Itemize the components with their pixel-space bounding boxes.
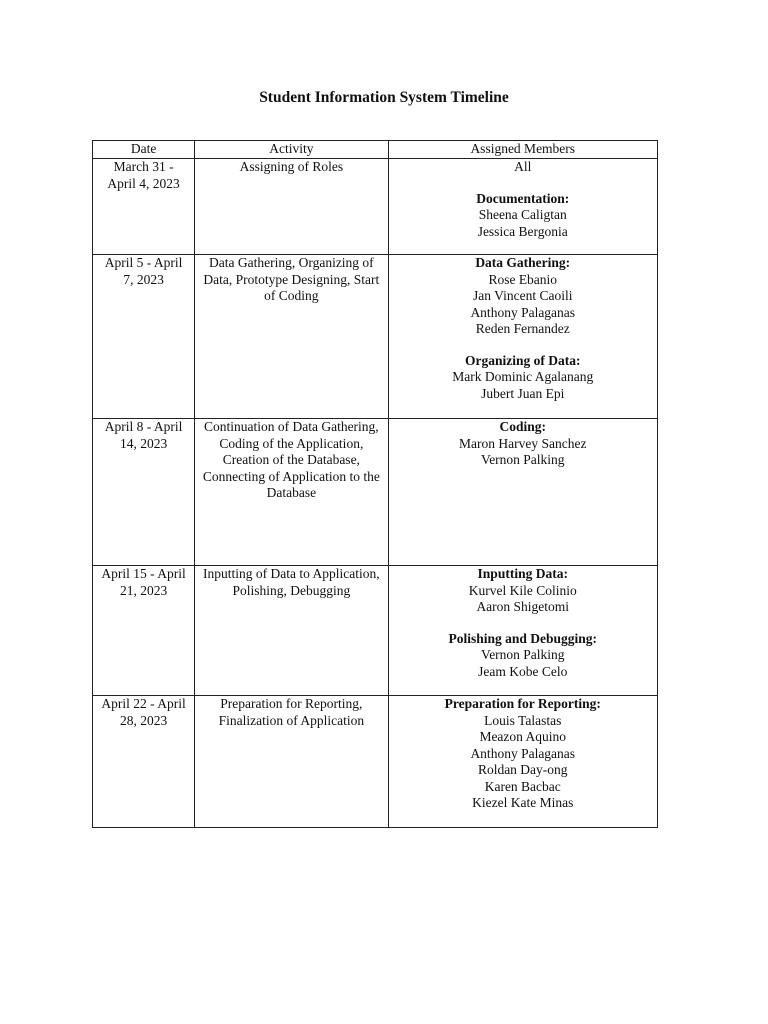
member-name: Maron Harvey Sanchez: [459, 435, 587, 451]
members-cell: [388, 159, 658, 255]
member-name: Sheena Caligtan: [478, 207, 567, 222]
member-group: [395, 419, 652, 469]
activity-cell: Data Gathering, Organizing of Data, Prototype Designing, Start of Coding: [195, 255, 388, 419]
member-name: Jessica Bergonia: [477, 223, 568, 239]
activity-cell: Continuation of Data Gathering, Coding of the Application, Creation of the Database, Connecting of Application to the Database: [195, 419, 388, 566]
date-cell: April 15 - April 21, 2023: [93, 566, 195, 696]
date-cell: March 31 - April 4, 2023: [93, 159, 195, 255]
member-group: [395, 353, 652, 403]
activity-cell: Inputting of Data to Application, Polishing, Debugging: [195, 566, 388, 696]
page-title: Student Information System Timeline: [259, 89, 509, 106]
member-name: Roldan Day-ong: [477, 762, 568, 777]
group-heading: Documentation:: [476, 190, 570, 206]
members-cell: [388, 696, 658, 828]
members-cell: [388, 419, 658, 566]
group-heading: Organizing of Data:: [465, 352, 581, 368]
member-name: Kiezel Kate Minas: [472, 795, 574, 810]
activity-cell: Assigning of Roles: [195, 159, 388, 255]
member-group: [395, 696, 652, 812]
members-cell: [388, 566, 658, 696]
member-group: [395, 191, 652, 241]
date-cell: April 5 - April 7, 2023: [93, 255, 195, 419]
table-row: [93, 566, 658, 696]
member-name: Kurvel Kile Colinio: [468, 582, 577, 598]
group-heading: Polishing and Debugging:: [448, 630, 598, 646]
members-cell: [388, 255, 658, 419]
activity-cell: Preparation for Reporting, Finalization of Application: [195, 696, 388, 828]
header-assigned-members: Assigned Members: [388, 141, 658, 159]
member-name: Karen Bacbac: [484, 778, 561, 794]
member-name: Mark Dominic Agalanang: [452, 369, 594, 384]
member-name: Louis Talastas: [484, 712, 562, 728]
date-cell: April 8 - April 14, 2023: [93, 419, 195, 566]
group-heading: Data Gathering:: [475, 255, 571, 270]
group-heading: Inputting Data:: [477, 566, 568, 581]
member-group: [395, 159, 652, 176]
member-name: Jubert Juan Epi: [481, 385, 565, 401]
group-heading: Coding:: [499, 419, 546, 434]
table-row: [93, 419, 658, 566]
header-date: Date: [93, 141, 195, 159]
member-name: Jan Vincent Caoili: [473, 288, 573, 303]
table-row: [93, 159, 658, 255]
member-group: [395, 631, 652, 681]
member-name: Vernon Palking: [480, 647, 565, 662]
group-heading: Preparation for Reporting:: [444, 696, 601, 711]
table-header-row: [93, 141, 658, 159]
timeline-table: [92, 140, 658, 828]
member-name: Rose Ebanio: [488, 271, 558, 287]
member-group: [395, 566, 652, 616]
member-name: Reden Fernandez: [475, 321, 570, 336]
header-activity: Activity: [195, 141, 388, 159]
member-name: Jeam Kobe Celo: [478, 663, 568, 679]
member-name: Anthony Palaganas: [470, 304, 576, 320]
member-name: Meazon Aquino: [479, 729, 567, 744]
member-name: All: [514, 159, 532, 174]
member-name: Aaron Shigetomi: [476, 599, 570, 614]
table-row: [93, 255, 658, 419]
member-name: Vernon Palking: [480, 452, 565, 467]
member-name: Anthony Palaganas: [470, 745, 576, 761]
date-cell: April 22 - April 28, 2023: [93, 696, 195, 828]
member-group: [395, 255, 652, 338]
table-row: [93, 696, 658, 828]
